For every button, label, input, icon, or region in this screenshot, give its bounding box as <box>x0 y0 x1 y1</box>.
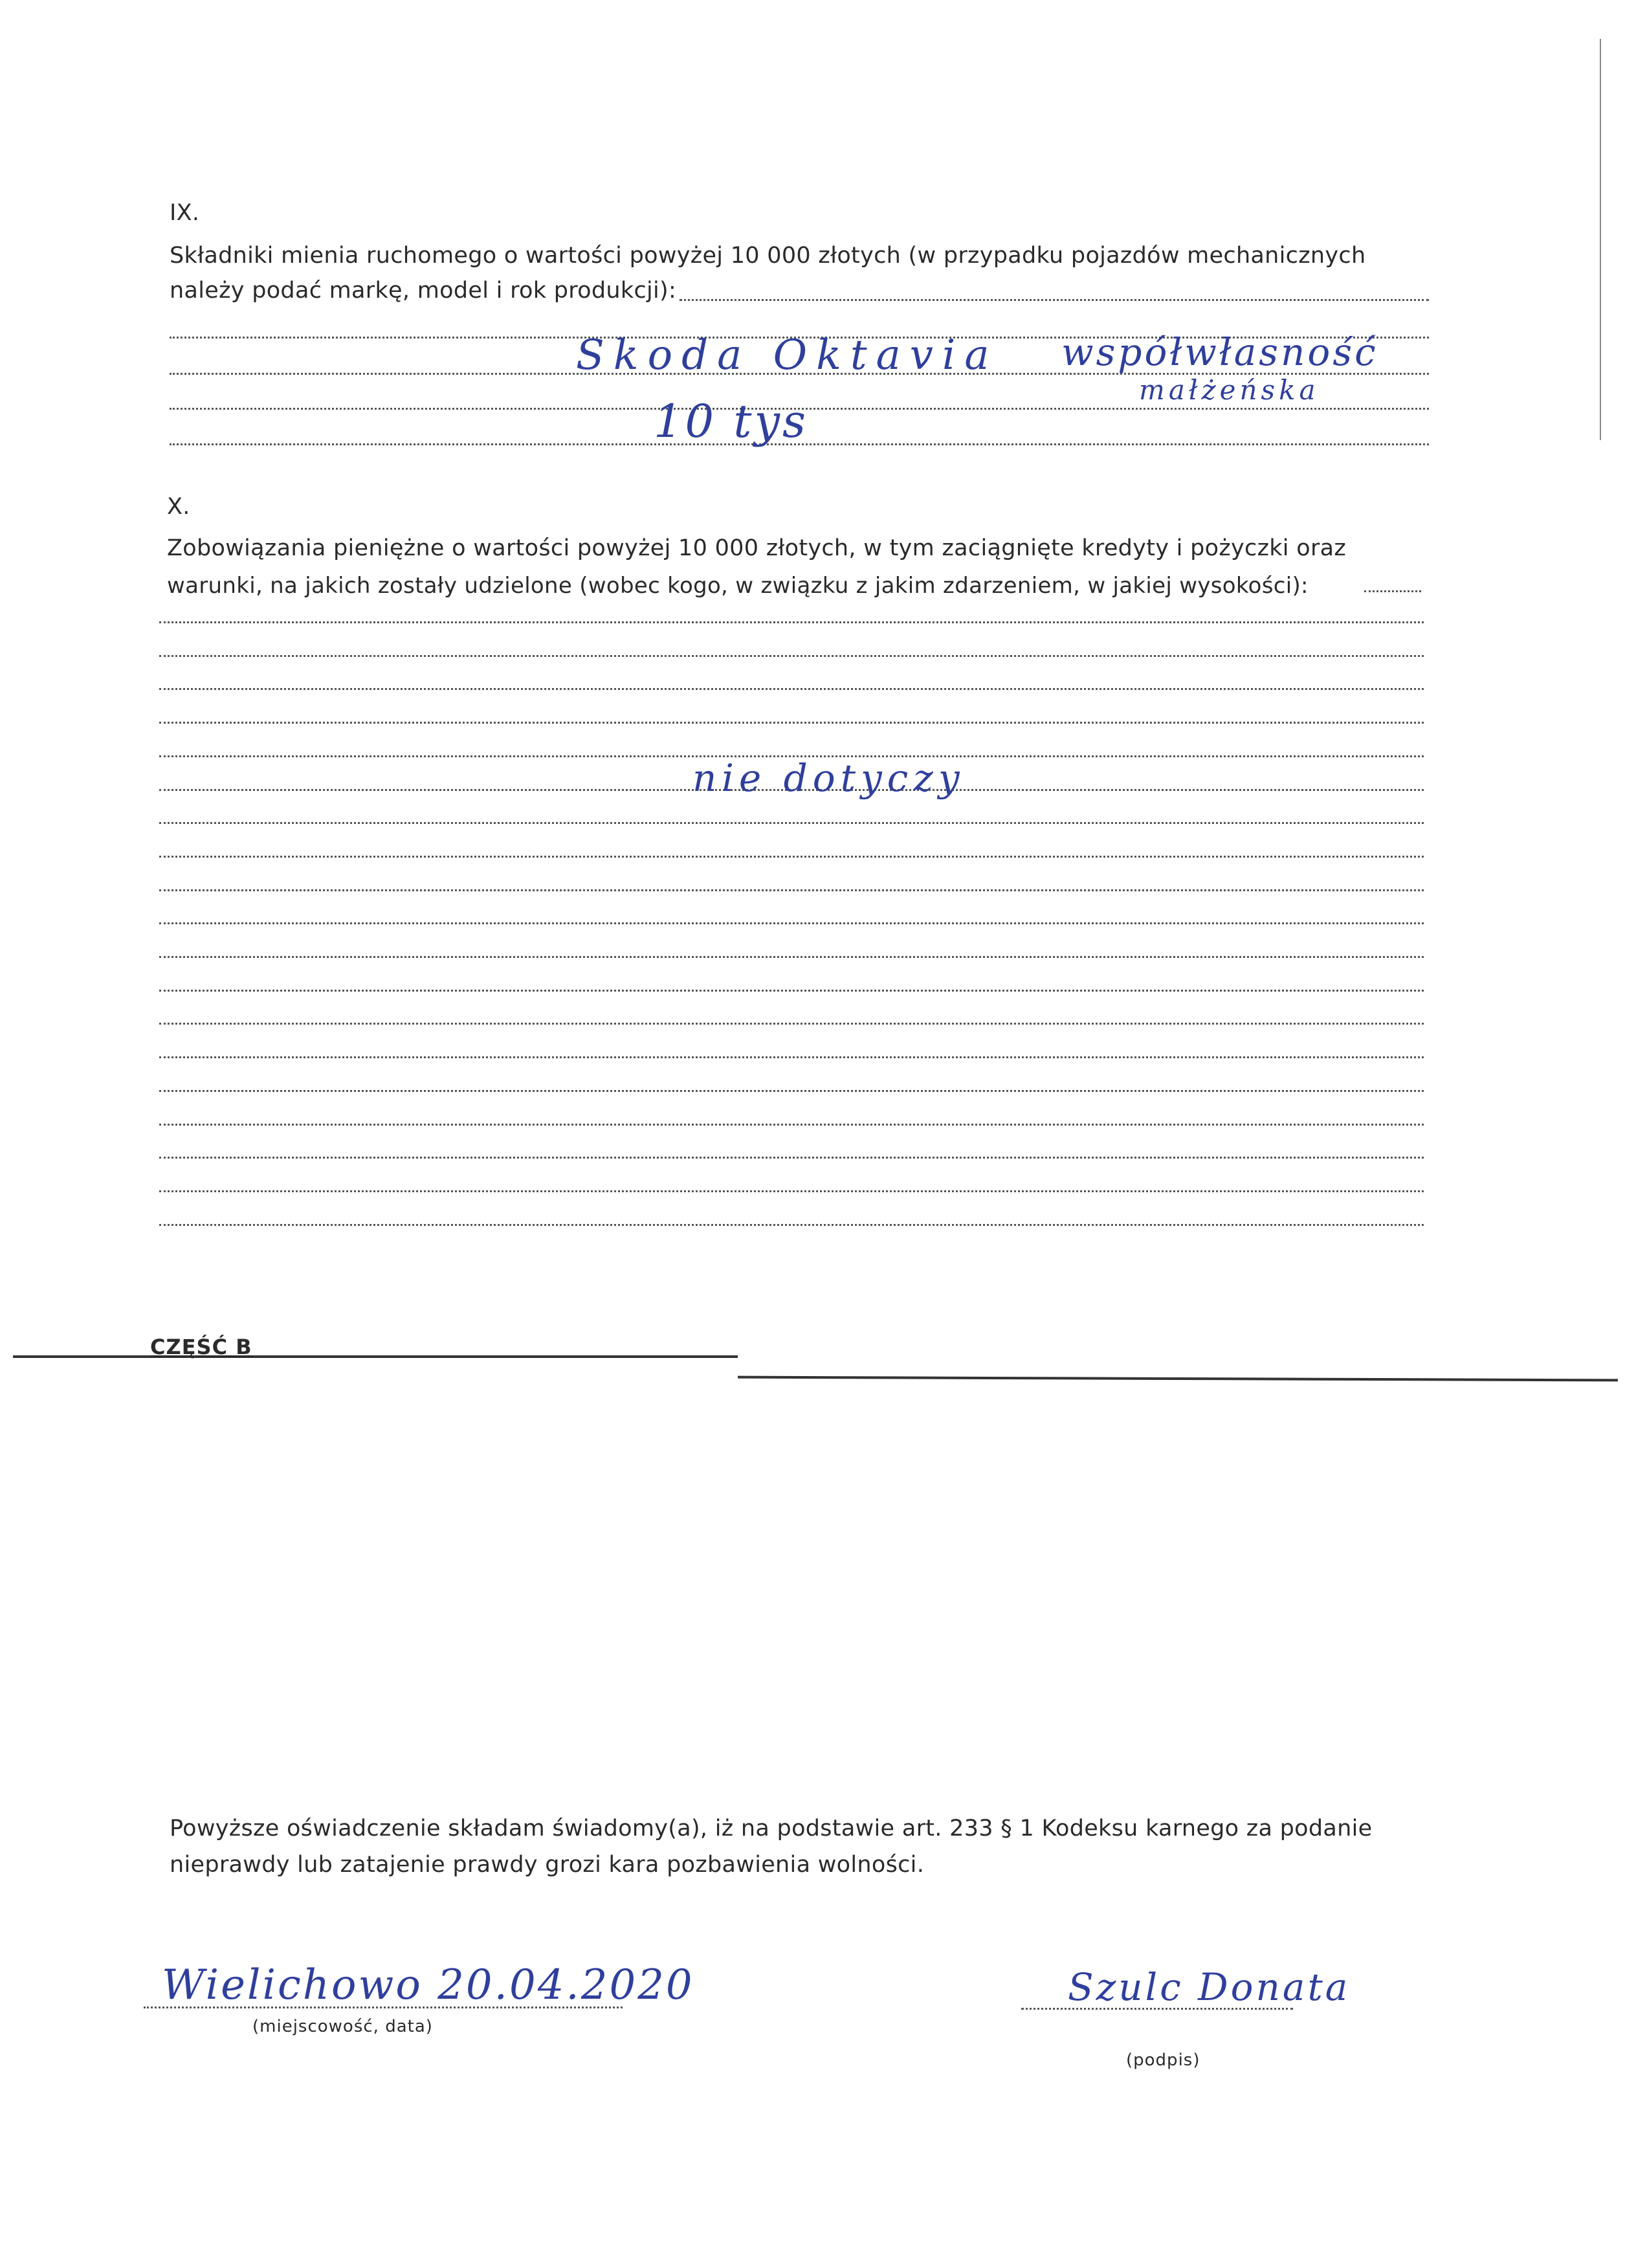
section-x-fill-line <box>159 1056 1424 1058</box>
handwritten-ownership: współwłasność <box>1061 330 1378 374</box>
section-x-fill-line <box>159 922 1424 924</box>
section-x-fill-line <box>159 822 1424 824</box>
section-x-fill-line <box>159 655 1424 657</box>
handwritten-spouse: małżeńska <box>1139 374 1320 406</box>
section-x-fill-line <box>159 856 1424 858</box>
handwritten-vehicle: Skoda Oktavia <box>576 331 999 379</box>
section-ix-line2: należy podać markę, model i rok produkcji): <box>170 278 677 304</box>
section-x-fill-line <box>159 1023 1424 1025</box>
section-x-fill-line <box>159 1224 1424 1226</box>
section-x-line1: Zobowiązania pieniężne o wartości powyżej 10 000 złotych, w tym zaciągnięte kredyty i pożyczki oraz <box>167 535 1347 561</box>
section-x-fill-line <box>159 722 1424 724</box>
section-x-fill-line <box>1364 590 1421 592</box>
part-b-heading: CZĘŚĆ B <box>150 1335 252 1359</box>
section-x-fill-line <box>159 1190 1424 1192</box>
handwritten-value: 10 tys <box>654 395 808 448</box>
place-date-caption: (miejscowość, data) <box>252 2017 433 2036</box>
declaration-line1: Powyższe oświadczenie składam świadomy(a), iż na podstawie art. 233 § 1 Kodeksu karnego za podanie <box>170 1816 1373 1841</box>
handwritten-signature: Szulc Donata <box>1068 1965 1351 2009</box>
handwritten-place-date: Wielichowo 20.04.2020 <box>162 1961 694 2009</box>
declaration-line2: nieprawdy lub zatajenie prawdy grozi kara pozbawienia wolności. <box>170 1852 925 1878</box>
page-fold-line <box>738 1376 1618 1382</box>
section-ix-number: IX. <box>170 200 200 226</box>
section-x-fill-line <box>159 990 1424 992</box>
section-x-fill-line <box>159 889 1424 891</box>
section-x-fill-line <box>159 1090 1424 1092</box>
section-x-fill-line <box>159 956 1424 958</box>
section-x-fill-line <box>159 1157 1424 1159</box>
section-ix-line1: Składniki mienia ruchomego o wartości powyżej 10 000 złotych (w przypadku pojazdów mechanicznych <box>170 243 1366 269</box>
page-fold-line <box>13 1355 738 1358</box>
section-ix-fill-line <box>680 299 1429 301</box>
section-x-fill-line <box>159 688 1424 690</box>
section-x-line2: warunki, na jakich zostały udzielone (wobec kogo, w związku z jakim zdarzeniem, w jakiej wysokości): <box>167 573 1309 599</box>
section-x-fill-line <box>159 621 1424 623</box>
section-x-number: X. <box>167 494 190 520</box>
handwritten-not-applicable: nie dotyczy <box>692 756 965 800</box>
section-x-fill-line <box>159 1124 1424 1126</box>
signature-caption: (podpis) <box>1126 2051 1200 2070</box>
scan-edge-right <box>1600 39 1601 440</box>
